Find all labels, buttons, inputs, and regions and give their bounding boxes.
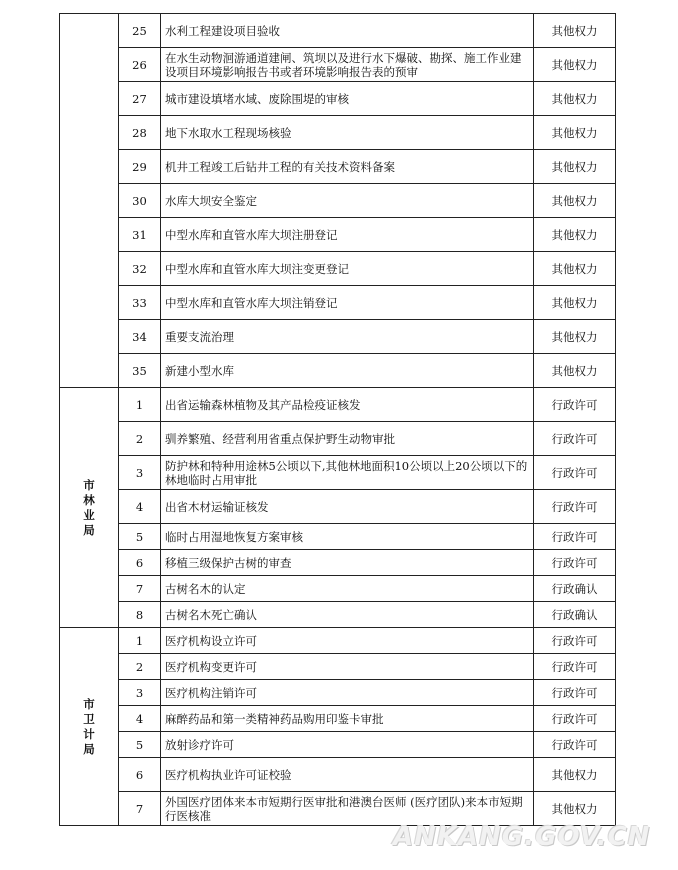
table-row <box>60 82 616 116</box>
department-name: 市卫计局 <box>83 696 95 756</box>
power-category: 其他权力 <box>534 150 616 184</box>
item-number: 27 <box>119 82 161 116</box>
power-category: 行政许可 <box>534 524 616 550</box>
item-number: 3 <box>119 456 161 490</box>
item-name: 外国医疗团体来本市短期行医审批和港澳台医师 (医疗团队)来本市短期行医核准 <box>161 792 534 826</box>
item-name: 出省木材运输证核发 <box>161 490 534 524</box>
item-name: 移植三级保护古树的审查 <box>161 550 534 576</box>
item-number: 34 <box>119 320 161 354</box>
item-name: 中型水库和直管水库大坝注销登记 <box>161 286 534 320</box>
item-number: 7 <box>119 576 161 602</box>
power-category: 行政许可 <box>534 388 616 422</box>
power-category: 其他权力 <box>534 82 616 116</box>
power-category: 其他权力 <box>534 792 616 826</box>
item-number: 28 <box>119 116 161 150</box>
table-row <box>60 456 616 490</box>
power-category: 行政许可 <box>534 490 616 524</box>
item-name: 地下水取水工程现场核验 <box>161 116 534 150</box>
item-number: 25 <box>119 14 161 48</box>
item-name: 防护林和特种用途林5公顷以下,其他林地面积10公顷以上20公顷以下的林地临时占用审批 <box>161 456 534 490</box>
item-name: 古树名木的认定 <box>161 576 534 602</box>
table-row <box>60 654 616 680</box>
table-row <box>60 354 616 388</box>
power-category: 行政许可 <box>534 654 616 680</box>
table-row <box>60 320 616 354</box>
table-row <box>60 490 616 524</box>
power-category: 行政许可 <box>534 550 616 576</box>
item-number: 4 <box>119 490 161 524</box>
power-category: 行政许可 <box>534 732 616 758</box>
table-row <box>60 524 616 550</box>
power-category: 行政许可 <box>534 628 616 654</box>
item-name: 水利工程建设项目验收 <box>161 14 534 48</box>
table-row <box>60 602 616 628</box>
table-row <box>60 184 616 218</box>
table-row <box>60 14 616 48</box>
table-row <box>60 218 616 252</box>
item-number: 7 <box>119 792 161 826</box>
item-name: 临时占用湿地恢复方案审核 <box>161 524 534 550</box>
item-name: 重要支流治理 <box>161 320 534 354</box>
item-number: 6 <box>119 758 161 792</box>
item-name: 在水生动物洄游通道建闸、筑坝以及进行水下爆破、勘探、施工作业建设项目环境影响报告书或者环境影响报告表的预审 <box>161 48 534 82</box>
table-row <box>60 150 616 184</box>
item-name: 麻醉药品和第一类精神药品购用印鉴卡审批 <box>161 706 534 732</box>
item-number: 3 <box>119 680 161 706</box>
item-number: 8 <box>119 602 161 628</box>
power-category: 行政许可 <box>534 680 616 706</box>
power-category: 其他权力 <box>534 184 616 218</box>
power-category: 行政确认 <box>534 602 616 628</box>
item-name: 新建小型水库 <box>161 354 534 388</box>
power-category: 其他权力 <box>534 14 616 48</box>
item-number: 6 <box>119 550 161 576</box>
table-row <box>60 48 616 82</box>
item-number: 2 <box>119 422 161 456</box>
department-cell <box>60 388 119 628</box>
item-number: 32 <box>119 252 161 286</box>
item-name: 医疗机构执业许可证校验 <box>161 758 534 792</box>
power-category: 其他权力 <box>534 354 616 388</box>
power-category: 行政许可 <box>534 422 616 456</box>
power-category: 其他权力 <box>534 252 616 286</box>
table-row <box>60 758 616 792</box>
item-number: 5 <box>119 524 161 550</box>
item-number: 30 <box>119 184 161 218</box>
power-category: 其他权力 <box>534 286 616 320</box>
item-name: 水库大坝安全鉴定 <box>161 184 534 218</box>
department-name: 市林业局 <box>83 477 95 537</box>
table-row <box>60 422 616 456</box>
table-row <box>60 680 616 706</box>
item-number: 26 <box>119 48 161 82</box>
power-category: 行政许可 <box>534 456 616 490</box>
item-number: 1 <box>119 388 161 422</box>
table-row <box>60 252 616 286</box>
item-name: 出省运输森林植物及其产品检疫证核发 <box>161 388 534 422</box>
table-row <box>60 550 616 576</box>
table-row <box>60 116 616 150</box>
item-name: 中型水库和直管水库大坝注册登记 <box>161 218 534 252</box>
item-number: 5 <box>119 732 161 758</box>
item-name: 放射诊疗许可 <box>161 732 534 758</box>
table-row <box>60 732 616 758</box>
item-name: 医疗机构变更许可 <box>161 654 534 680</box>
item-number: 1 <box>119 628 161 654</box>
item-name: 医疗机构设立许可 <box>161 628 534 654</box>
table-row <box>60 286 616 320</box>
power-category: 其他权力 <box>534 218 616 252</box>
site-watermark: ANKANG.GOV.CN <box>393 822 651 852</box>
department-cell <box>60 628 119 826</box>
item-name: 驯养繁殖、经营利用省重点保护野生动物审批 <box>161 422 534 456</box>
item-name: 机井工程竣工后钻井工程的有关技术资料备案 <box>161 150 534 184</box>
item-number: 33 <box>119 286 161 320</box>
table-row <box>60 792 616 826</box>
power-category: 其他权力 <box>534 758 616 792</box>
table-row <box>60 576 616 602</box>
power-category: 行政许可 <box>534 706 616 732</box>
power-list-table <box>59 13 616 826</box>
item-number: 2 <box>119 654 161 680</box>
power-category: 行政确认 <box>534 576 616 602</box>
item-name: 城市建设填堵水域、废除围堤的审核 <box>161 82 534 116</box>
item-number: 31 <box>119 218 161 252</box>
item-number: 29 <box>119 150 161 184</box>
power-category: 其他权力 <box>534 48 616 82</box>
item-number: 35 <box>119 354 161 388</box>
table-row <box>60 628 616 654</box>
item-name: 中型水库和直管水库大坝注变更登记 <box>161 252 534 286</box>
table-row <box>60 706 616 732</box>
power-category: 其他权力 <box>534 320 616 354</box>
item-name: 古树名木死亡确认 <box>161 602 534 628</box>
table-row <box>60 388 616 422</box>
power-category: 其他权力 <box>534 116 616 150</box>
item-name: 医疗机构注销许可 <box>161 680 534 706</box>
item-number: 4 <box>119 706 161 732</box>
department-cell <box>60 14 119 388</box>
